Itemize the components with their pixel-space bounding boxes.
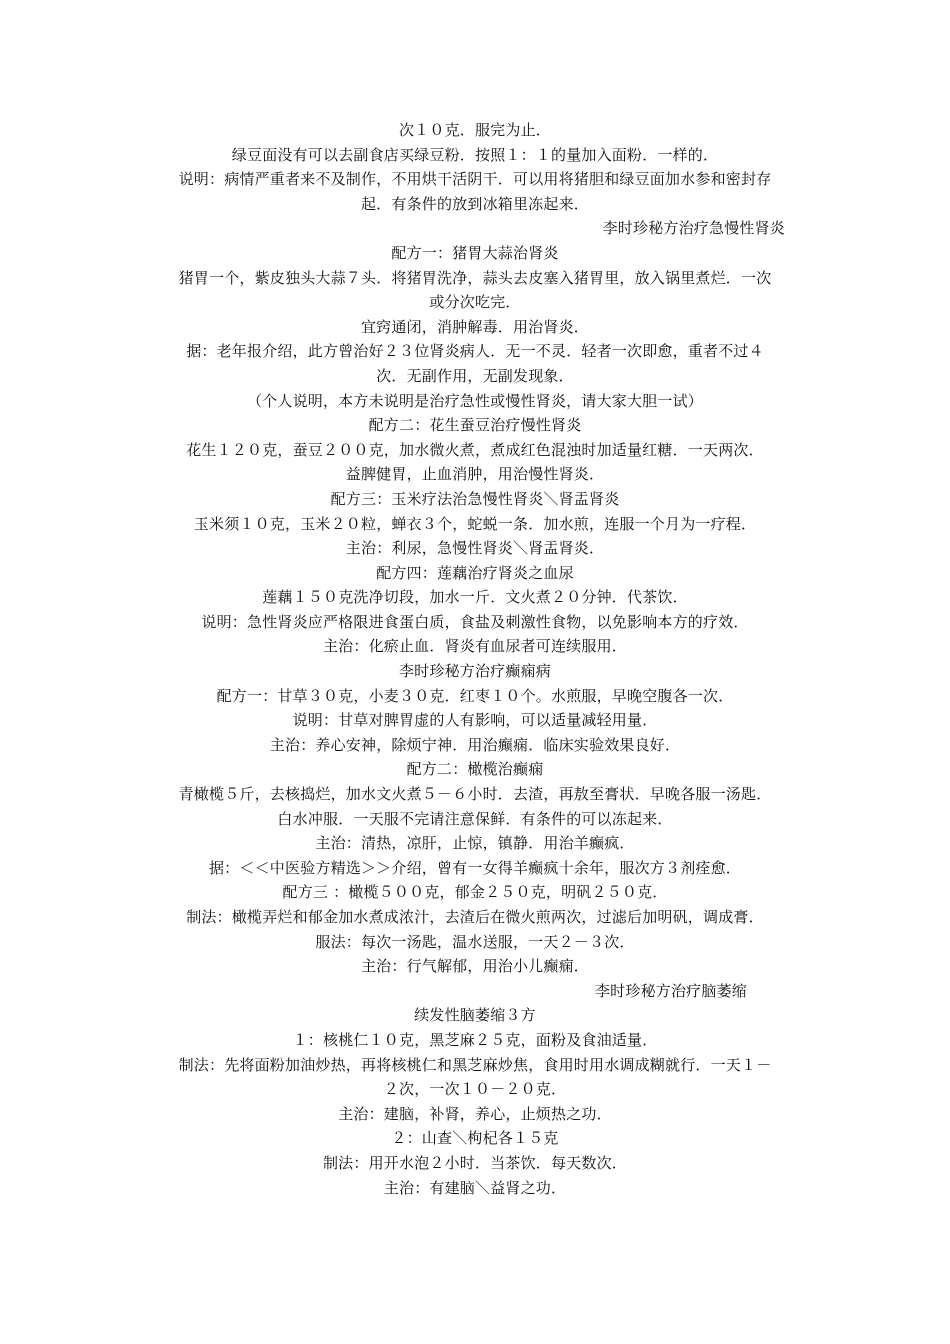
text-line: 服法：每次一汤匙，温水送服，一天２－３次． [315,932,635,951]
text-line: 莲藕１５０克洗净切段，加水一斤．文火煮２０分钟．代茶饮． [262,588,688,607]
text-line: 主治：利尿，急慢性肾炎＼肾盂肾炎． [345,539,605,558]
text-line: 主治：清热，凉肝，止惊，镇静．用治羊癫疯． [315,834,635,853]
text-line: 据：＜＜中医验方精选＞＞介绍，曾有一女得羊癫疯十余年，服次方３剂痊愈． [208,858,741,877]
text-line: 起．有条件的放到冰箱里冻起来． [360,194,589,213]
text-line: 主治：化瘀止血．肾炎有血尿者可连续服用． [322,637,627,656]
document-page [145,118,805,1228]
text-line: 或分次吃完． [429,293,521,312]
text-line: 次１０克．服完为止． [398,121,551,139]
text-line: １：核桃仁１０克，黑芝麻２５克，面粉及食油适量． [292,1030,658,1049]
text-line: 制法：用开水泡２小时．当茶饮．每天数次． [322,1153,627,1172]
text-line: （个人说明，本方未说明是治疗急性或慢性肾炎，请大家大胆一试） [246,391,703,410]
text-line: 制法：先将面粉加油炒热，再将核桃仁和黑芝麻炒焦，食用时用水调成糊就行．一天１－ [178,1055,772,1074]
text-line: 宜窍通闭，消肿解毒．用治肾炎． [360,317,589,336]
text-line: 据：老年报介绍，此方曾治好２３位肾炎病人．无一不灵．轻者一次即愈，重者不过４ [186,342,764,361]
recipe-heading: 配方二：花生蚕豆治疗慢性肾炎 [368,416,582,435]
text-line: 说明：甘草对脾胃虚的人有影响，可以适量减轻用量． [292,711,658,730]
text-line: 猪胃一个，紫皮独头大蒜７头．将猪胃洗净，蒜头去皮塞入猪胃里，放入锅里煮烂．一次 [178,268,772,287]
section-title: 李时珍秘方治疗急慢性肾炎 [602,219,785,238]
recipe-heading: 续发性脑萎缩３方 [414,1006,536,1025]
section-title: 李时珍秘方治疗癫痫病 [398,662,551,681]
text-line: 配方一：甘草３０克，小麦３０克．红枣１０个。水煎服，早晚空腹各一次． [216,686,734,705]
text-line: 次．无副作用，无副发现象． [376,366,574,385]
text-line: 青橄榄５斤，去核捣烂，加水文火煮５－６小时．去渣，再敖至膏状．早晚各服一汤匙． [178,785,772,804]
recipe-heading: 配方一：猪胃大蒜治肾炎 [391,243,559,262]
text-line: 说明：病情严重者来不及制作，不用烘干活阴干．可以用将猪胆和绿豆面加水参和密封存 [178,170,772,189]
text-line: 说明：急性肾炎应严格限进食蛋白质，食盐及刺激性食物，以免影响本方的疗效． [201,612,749,631]
text-line: 主治：养心安神，除烦宁神．用治癫痫．临床实验效果良好． [269,735,681,754]
text-line: 白水冲服．一天服不完请注意保鲜．有条件的可以冻起来． [277,809,673,828]
recipe-heading: 配方三：玉米疗法治急慢性肾炎＼肾盂肾炎 [330,489,620,508]
text-line: 主治：有建脑＼益肾之功． [383,1178,567,1197]
recipe-heading: 配方三 ：橄榄５００克，郁金２５０克，明矾２５０克． [282,883,668,902]
text-line: 益脾健胃，止血消肿，用治慢性肾炎． [345,465,605,484]
text-line: 主治：行气解郁，用治小儿癫痫． [360,957,589,976]
text-line: 绿豆面没有可以去副食店买绿豆粉．按照１：１的量加入面粉．一样的． [231,145,719,164]
section-title: 李时珍秘方治疗脑萎缩 [594,981,747,1000]
recipe-heading: 配方二：橄榄治癫痫 [406,760,544,779]
text-line: 玉米须１０克，玉米２０粒，蝉衣３个，蛇蜕一条．加水煎，连服一个月为一疗程． [193,514,757,533]
recipe-heading: 配方四：莲藕治疗肾炎之血尿 [376,563,574,582]
text-line: 主治：建脑，补肾，养心，止烦热之功． [338,1104,612,1123]
text-line: ２次，一次１０－２０克． [383,1080,567,1099]
text-line: 制法：橄榄弄烂和郁金加水煮成浓汁，去渣后在微火煎两次，过滤后加明矾，调成膏． [186,908,764,926]
text-line: 花生１２０克，蚕豆２００克，加水微火煮，煮成红色混浊时加适量红糖．一天两次． [186,440,764,459]
text-line: ２：山查＼枸杞各１５克 [391,1129,559,1148]
